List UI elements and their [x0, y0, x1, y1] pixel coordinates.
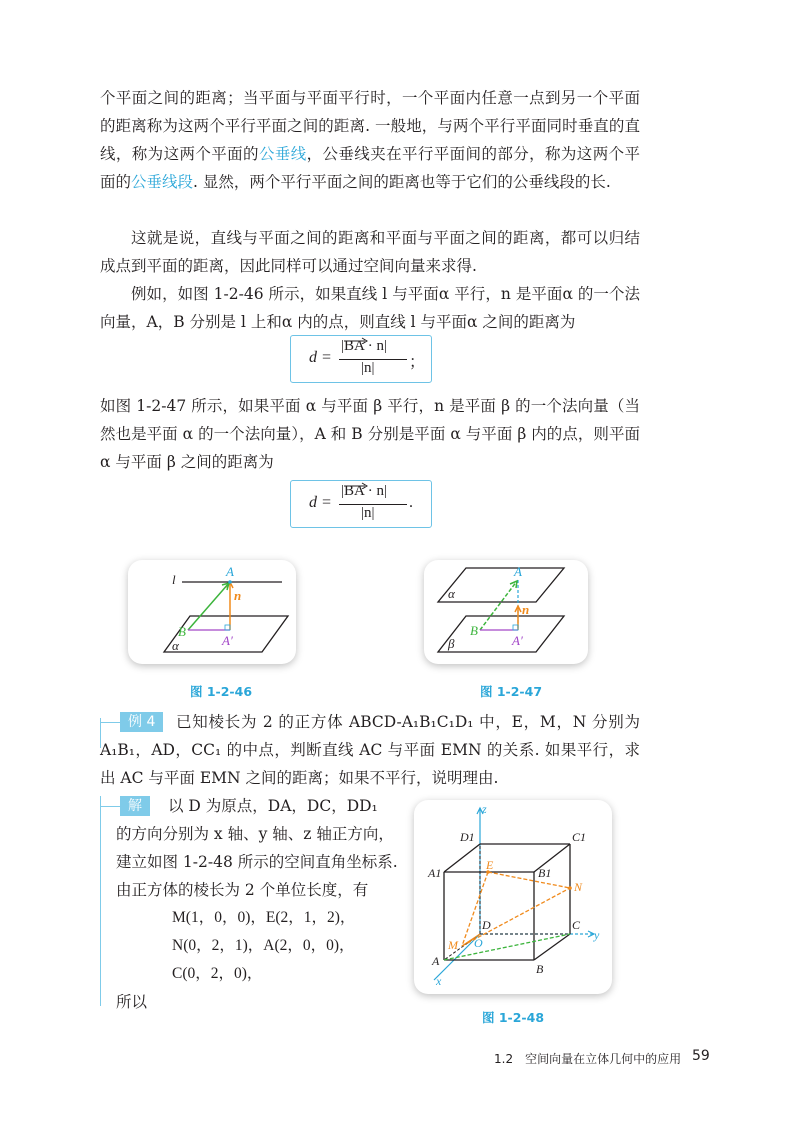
formula-lhs: d =	[309, 349, 332, 366]
label-A: A	[432, 954, 440, 968]
label-n: n	[522, 602, 530, 617]
label-C: C	[572, 918, 581, 932]
label-z: z	[482, 802, 487, 816]
label-A: A	[514, 564, 522, 579]
formula-numerator: |BA · n|	[341, 483, 388, 499]
coordinates-line-1: M(1，0，0)，E(2，1，2)，	[172, 909, 356, 926]
caption-1-2-48: 图 1-2-48	[482, 1010, 545, 1025]
point-N	[568, 886, 572, 890]
page-number: 59	[692, 1048, 710, 1064]
label-A: A	[226, 564, 234, 579]
solution-tag: 解	[120, 796, 150, 816]
vector-BA	[480, 581, 517, 630]
label-alpha: α	[172, 638, 179, 653]
formula-box-2	[290, 480, 432, 528]
coordinates-line-3: C(0，2，0)，	[172, 965, 263, 982]
label-beta: β	[448, 636, 455, 651]
text-segment: . 显然，两个平行平面之间的距离也等于它们的公垂线段的长.	[193, 173, 611, 191]
caption-1-2-46: 图 1-2-46	[190, 684, 253, 699]
solution-line-3: 建立如图 1-2-48 所示的空间直角坐标系.	[116, 853, 398, 871]
caption-1-2-47: 图 1-2-47	[480, 684, 543, 699]
vector-BA	[188, 583, 229, 630]
term-common-perpendicular-segment: 公垂线段	[131, 173, 194, 191]
label-y: y	[594, 928, 600, 942]
label-D1: D1	[460, 830, 475, 844]
figure-1-2-46-drawing	[128, 560, 296, 664]
point-A	[228, 580, 232, 584]
text-segment: 个平面之间的距离；当平面与平面平行时，一个平面内任意一点到另一个平面的距离称为这两个平行平面之间的距离. 一般地，与两个平行平面同时垂直的直线，称为这两个平面的	[100, 89, 640, 163]
label-B: B	[470, 623, 478, 638]
label-B: B	[178, 624, 186, 639]
label-A-prime: A′	[222, 633, 233, 648]
edge-D1A1	[444, 844, 480, 872]
label-D: D	[482, 918, 491, 932]
plane-alpha	[438, 568, 564, 602]
example-4-text: 已知棱长为 2 的正方体 ABCD-A₁B₁C₁D₁ 中，E，M，N 分别为 A₁B₁，AD，CC₁ 的中点，判断直线 AC 与平面 EMN 的关系. 如果平行，求出 AC 与平面 EMN 之间的距离；如果不平行，说明理由.	[100, 713, 640, 787]
label-alpha: α	[448, 586, 455, 601]
term-common-perpendicular: 公垂线	[258, 145, 307, 163]
paragraph-example-line-plane: 例如，如图 1-2-46 所示，如果直线 l 与平面α 平行，n 是平面α 的一个法向量，A，B 分别是 l 上和α 内的点，则直线 l 与平面α 之间的距离为	[100, 285, 640, 331]
vector-arrow-icon	[343, 336, 369, 344]
figure-1-2-48	[414, 800, 612, 994]
formula-end: .	[409, 494, 413, 511]
label-O: O	[474, 936, 483, 950]
figure-1-2-47	[424, 560, 588, 664]
label-N: N	[574, 880, 583, 894]
paragraph-parallel-planes	[100, 84, 640, 196]
solution-line-2: 的方向分别为 x 轴、y 轴、z 轴正方向，	[116, 825, 394, 843]
formula-numerator: |BA · n|	[341, 338, 388, 354]
label-B1: B1	[538, 866, 552, 880]
label-B: B	[536, 962, 544, 976]
paragraph-example-plane-plane: 如图 1-2-47 所示，如果平面 α 与平面 β 平行，n 是平面 β 的一个法向量（当然也是平面 α 的一个法向量），A 和 B 分别是平面 α 与平面 β 内的点，则平面 α 与平面 β 之间的距离为	[100, 397, 640, 471]
label-n: n	[234, 588, 242, 603]
label-l: l	[172, 572, 176, 587]
formula-box-1	[290, 335, 432, 383]
segment-EN	[488, 872, 570, 888]
example-tag: 例 4	[120, 712, 163, 732]
solution-line-4: 由正方体的棱长为 2 个单位长度，有	[116, 881, 369, 899]
label-E: E	[486, 858, 494, 872]
segment-EM	[462, 872, 488, 946]
label-A-prime: A′	[512, 633, 523, 648]
solution-line-5: 所以	[116, 993, 148, 1011]
footer-section-title: 1.2 空间向量在立体几何中的应用	[494, 1052, 682, 1066]
formula-end: ；	[409, 354, 426, 371]
label-C1: C1	[572, 830, 587, 844]
formula-denominator: |n|	[361, 360, 375, 376]
solution-sidebar-line	[100, 796, 101, 1006]
paragraph-reduction: 这就是说，直线与平面之间的距离和平面与平面之间的距离，都可以归结成点到平面的距离，因此同样可以通过空间向量来求得.	[100, 229, 640, 275]
label-x: x	[436, 974, 442, 988]
label-M: M	[448, 938, 458, 952]
text-segment: ，公垂线夹在平行平面间的部分，称为这两个平面的	[100, 145, 640, 191]
vector-arrow-icon	[343, 481, 369, 489]
formula-denominator: |n|	[361, 505, 375, 521]
label-A1: A1	[428, 866, 442, 880]
solution-tag-connector	[100, 806, 120, 807]
coordinates-line-2: N(0，2，1)，A(2，0，0)，	[172, 937, 355, 954]
figure-1-2-46	[128, 560, 296, 664]
formula-lhs: d =	[309, 494, 332, 511]
plane-beta	[438, 616, 564, 652]
solution-line-1: 以 D 为原点，DA，DC，DD₁	[168, 797, 378, 815]
